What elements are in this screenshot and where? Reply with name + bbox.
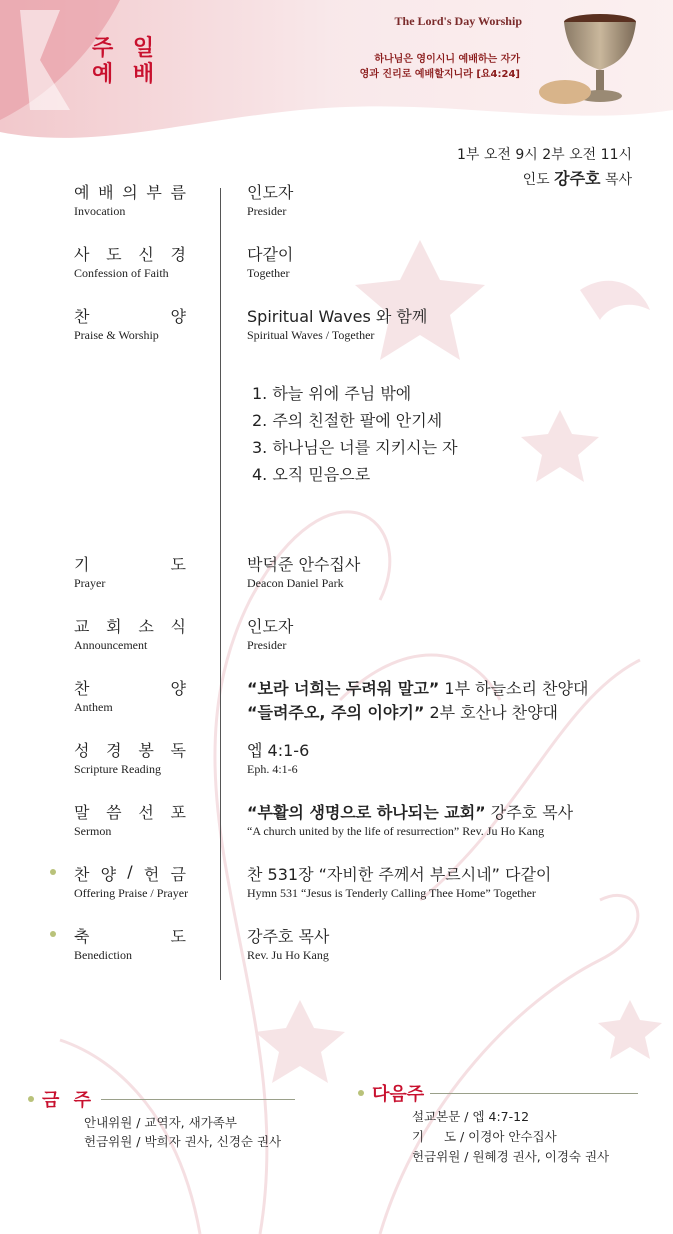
item-title-ko: 기 도 bbox=[74, 555, 186, 574]
item-title-en: Anthem bbox=[74, 700, 113, 714]
bullet-dot bbox=[50, 869, 56, 875]
item-leader-en: Rev. Ju Ho Kang bbox=[247, 948, 329, 962]
item-title-ko: 찬 양 bbox=[74, 307, 186, 326]
item-leader: 박덕준 안수집사 bbox=[247, 555, 361, 574]
offering-hymn-en: Hymn 531 “Jesus is Tenderly Calling Thee Home” Together bbox=[247, 886, 536, 900]
item-title-en: Confession of Faith bbox=[74, 266, 169, 280]
bullet-dot bbox=[50, 931, 56, 937]
item-leader-en: Together bbox=[247, 266, 290, 280]
verse-line-1: 하나님은 영이시니 예배하는 자가 bbox=[374, 54, 520, 65]
item-title-ko: 축 도 bbox=[74, 927, 186, 946]
service-presider bbox=[400, 166, 632, 189]
offering-hymn: 찬 531장 “자비한 주께서 부르시네” 다같이 bbox=[247, 865, 552, 884]
praise-song-list bbox=[252, 380, 458, 488]
worship-title-english: The Lord's Day Worship bbox=[394, 14, 522, 28]
this-week-heading bbox=[28, 1086, 295, 1112]
item-leader-en: Spiritual Waves / Together bbox=[247, 328, 375, 342]
item-leader-en: Presider bbox=[247, 638, 287, 652]
item-leader: 인도자 bbox=[247, 617, 294, 636]
bullet-dot bbox=[358, 1090, 364, 1096]
list-item: 3. 하나님은 너를 지키시는 자 bbox=[252, 438, 458, 457]
item-title-en: Scripture Reading bbox=[74, 762, 161, 776]
scripture-reference: 엡 4:1-6 bbox=[247, 741, 310, 760]
divider bbox=[101, 1099, 295, 1100]
presider-prefix: 인도 bbox=[522, 172, 550, 188]
item-title-ko: 성 경 봉 독 bbox=[74, 741, 186, 760]
item-title-ko: 찬 양 / 헌 금 bbox=[74, 862, 186, 884]
order-divider bbox=[220, 188, 221, 980]
item-leader: 강주호 목사 bbox=[247, 927, 330, 946]
item-title-en: Praise & Worship bbox=[74, 328, 159, 342]
worship-title-korean bbox=[92, 36, 160, 88]
item-title-en: Announcement bbox=[74, 638, 148, 652]
sermon-title: “부활의 생명으로 하나되는 교회” 강주호 목사 bbox=[247, 803, 574, 822]
item-leader: Spiritual Waves 와 함께 bbox=[247, 307, 428, 326]
title-line-1: 주 일 bbox=[92, 36, 161, 61]
next-week-line: 기 도 / 이경아 안수집사 bbox=[412, 1129, 557, 1144]
next-week-line: 헌금위원 / 원혜경 권사, 이경숙 권사 bbox=[412, 1149, 610, 1164]
sermon-title-en: “A church united by the life of resurrection” Rev. Ju Ho Kang bbox=[247, 824, 545, 838]
item-title-en: Offering Praise / Prayer bbox=[74, 886, 189, 900]
presider-name: 강주호 bbox=[554, 169, 601, 188]
item-title-ko: 예 배 의 부 름 bbox=[74, 183, 186, 202]
presider-title: 목사 bbox=[604, 172, 632, 188]
divider bbox=[430, 1093, 638, 1094]
scripture-reference-en: Eph. 4:1-6 bbox=[247, 762, 298, 776]
title-line-2: 예 배 bbox=[92, 62, 161, 87]
item-title-ko: 찬 양 bbox=[74, 679, 186, 698]
item-leader-en: Presider bbox=[247, 204, 287, 218]
item-title-en: Benediction bbox=[74, 948, 132, 962]
item-title-ko: 말 씀 선 포 bbox=[74, 803, 186, 822]
list-item: 2. 주의 친절한 팔에 안기세 bbox=[252, 411, 443, 430]
this-week-label: 금 주 bbox=[42, 1090, 96, 1111]
verse-line-2: 영과 진리로 예배할지니라 [요4:24] bbox=[359, 69, 520, 80]
item-title-en: Prayer bbox=[74, 576, 106, 590]
anthem-line-1: “보라 너희는 두려워 말고” 1부 하늘소리 찬양대 bbox=[247, 679, 589, 698]
list-item: 1. 하늘 위에 주님 밖에 bbox=[252, 384, 412, 403]
anthem-line-2: “들려주오, 주의 이야기” 2부 호산나 찬양대 bbox=[247, 703, 558, 722]
next-week-label: 다음주 bbox=[372, 1084, 425, 1105]
item-title-ko: 교 회 소 식 bbox=[74, 617, 186, 636]
item-title-en: Sermon bbox=[74, 824, 112, 838]
item-leader-en: Deacon Daniel Park bbox=[247, 576, 344, 590]
next-week-heading bbox=[358, 1080, 638, 1106]
list-item: 4. 오직 믿음으로 bbox=[252, 465, 371, 484]
header-verse bbox=[330, 52, 520, 82]
item-leader: 인도자 bbox=[247, 183, 294, 202]
this-week-line: 안내위원 / 교역자, 새가족부 bbox=[84, 1115, 237, 1130]
item-leader: 다같이 bbox=[247, 245, 294, 264]
this-week-line: 헌금위원 / 박희자 권사, 신경순 권사 bbox=[84, 1134, 282, 1149]
bullet-dot bbox=[28, 1096, 34, 1102]
item-title-ko: 사 도 신 경 bbox=[74, 245, 186, 264]
item-title-en: Invocation bbox=[74, 204, 126, 218]
next-week-line: 설교본문 / 엡 4:7-12 bbox=[412, 1109, 530, 1124]
service-times: 1부 오전 9시 2부 오전 11시 bbox=[457, 147, 632, 163]
